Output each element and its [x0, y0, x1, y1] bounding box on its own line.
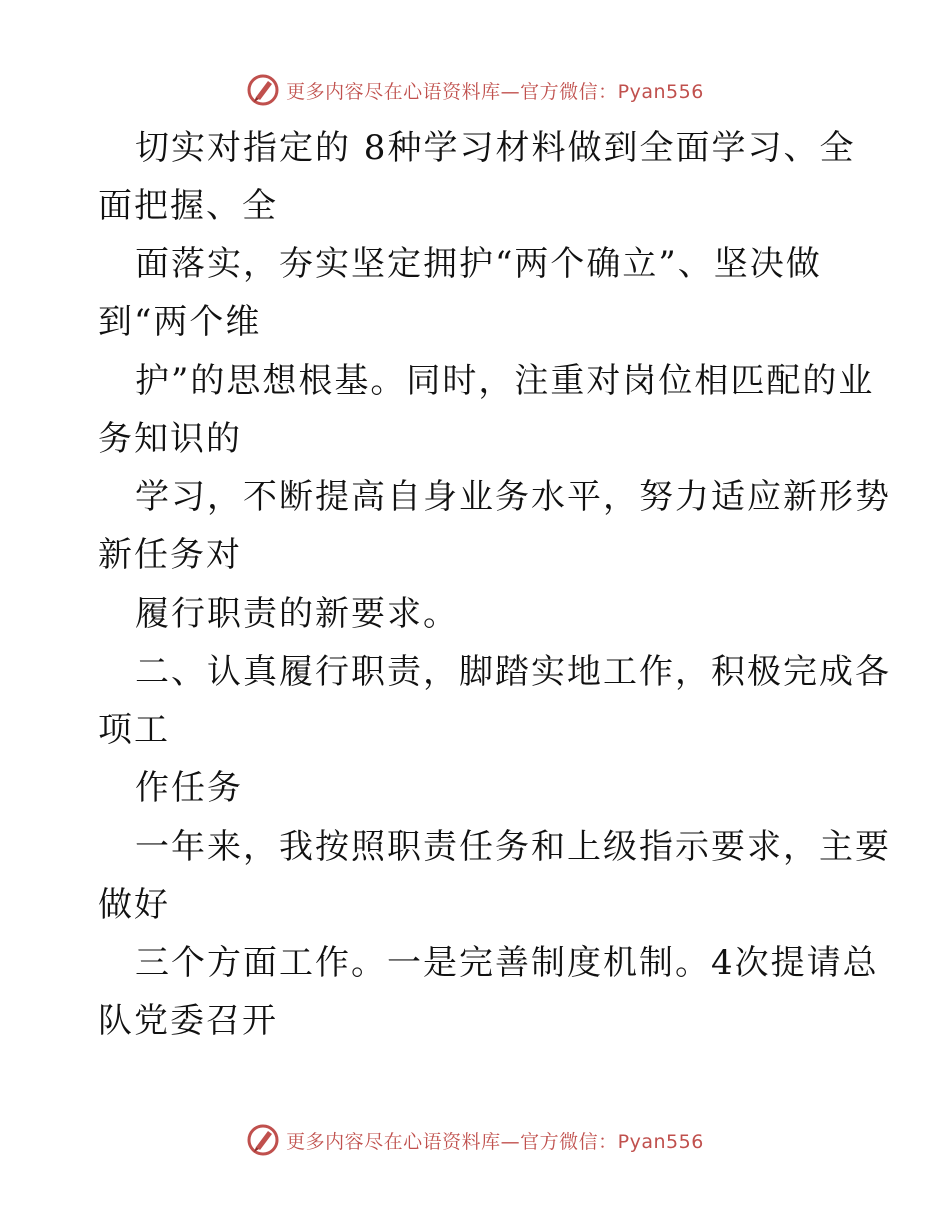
text-line: 务知识的 [98, 419, 242, 459]
text-line: 项工 [98, 710, 170, 750]
text-line: 作任务 [135, 768, 243, 808]
text-line: 切实对指定的 8种学习材料做到全面学习、全 [135, 128, 856, 168]
text-line: 做好 [98, 885, 170, 925]
footer-watermark [0, 1120, 950, 1160]
pen-logo-icon [246, 73, 280, 107]
watermark-text: 更多内容尽在心语资料库—官方微信：Pyan556 [286, 80, 704, 103]
text-line: 一年来，我按照职责任务和上级指示要求，主要 [135, 827, 891, 867]
text-line: 新任务对 [98, 535, 242, 575]
text-line: 二、认真履行职责，脚踏实地工作，积极完成各 [135, 652, 891, 692]
watermark-text: 更多内容尽在心语资料库—官方微信：Pyan556 [286, 1130, 704, 1153]
text-line: 护”的思想根基。同时，注重对岗位相匹配的业 [135, 361, 875, 401]
text-line: 履行职责的新要求。 [135, 594, 459, 634]
text-line: 三个方面工作。一是完善制度机制。4次提请总 [135, 943, 879, 983]
pen-logo-icon [246, 1123, 280, 1157]
text-line: 面落实，夯实坚定拥护“两个确立”、坚决做 [135, 244, 822, 284]
text-line: 到“两个维 [98, 302, 262, 342]
text-line: 学习，不断提高自身业务水平，努力适应新形势 [135, 477, 891, 517]
text-line: 面把握、全 [98, 186, 278, 226]
header-watermark [0, 70, 950, 110]
text-line: 队党委召开 [98, 1001, 278, 1041]
